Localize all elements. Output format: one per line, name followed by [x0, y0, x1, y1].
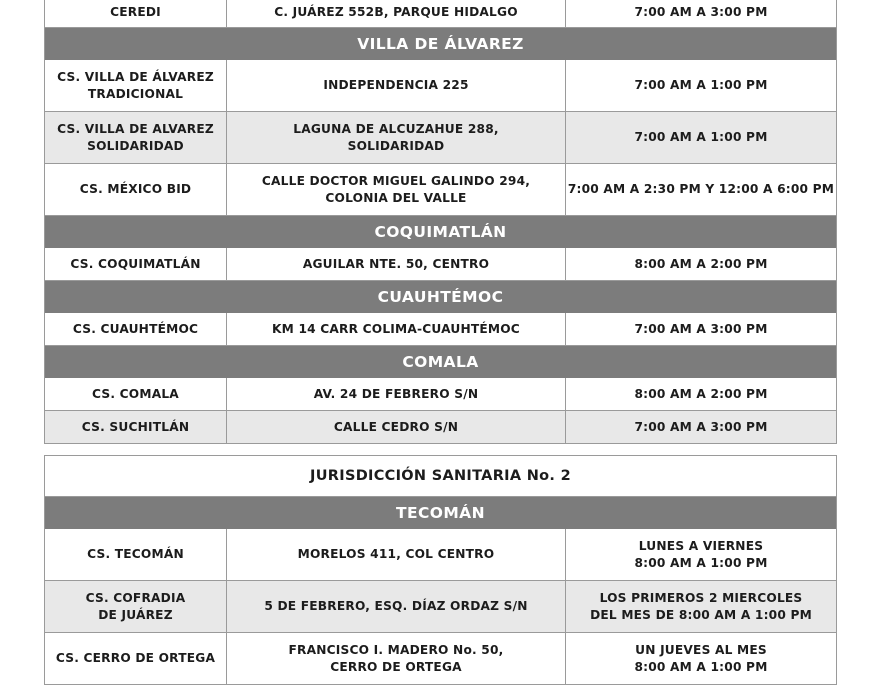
schedule-cell: 7:00 AM A 3:00 PM — [634, 321, 768, 336]
schedule-cell: 7:00 AM A 3:00 PM — [634, 5, 768, 19]
address-cell: KM 14 CARR COLIMA-CUAUHTÉMOC — [227, 313, 566, 345]
schedule-cell: 8:00 AM A 2:00 PM — [634, 256, 768, 271]
address-cell: INDEPENDENCIA 225 — [227, 60, 566, 111]
address-cell: CALLE CEDRO S/N — [227, 411, 566, 443]
section-header-tecoman: TECOMÁN — [45, 497, 836, 529]
schedule-cell: LUNES A VIERNES 8:00 AM A 1:00 PM — [634, 538, 768, 570]
schedule-table-jurisdiction-1 — [44, 0, 837, 444]
section-header-cuauhtemoc: CUAUHTÉMOC — [45, 281, 836, 313]
section-header-villa-de-alvarez: VILLA DE ÁLVAREZ — [45, 28, 836, 60]
address-cell: C. JUÁREZ 552B, PARQUE HIDALGO — [227, 0, 566, 27]
table-row — [45, 60, 836, 112]
health-center-name: CS. VILLA DE ÁLVAREZ TRADICIONAL — [45, 60, 227, 111]
address-cell: AV. 24 DE FEBRERO S/N — [227, 378, 566, 410]
health-center-name: CS. TECOMÁN — [45, 529, 227, 580]
health-center-name: CS. COQUIMATLÁN — [45, 248, 227, 280]
health-center-name: CS. MÉXICO BID — [45, 164, 227, 215]
schedule-cell: 8:00 AM A 2:00 PM — [634, 386, 768, 401]
table-row — [45, 529, 836, 581]
address-cell: 5 DE FEBRERO, ESQ. DÍAZ ORDAZ S/N — [227, 581, 566, 632]
address-cell: FRANCISCO I. MADERO No. 50, CERRO DE ORTEGA — [227, 633, 566, 684]
health-center-name: CS. COMALA — [45, 378, 227, 410]
schedule-cell: 7:00 AM A 1:00 PM — [634, 78, 768, 92]
jurisdiction-title: JURISDICCIÓN SANITARIA No. 2 — [45, 456, 836, 497]
table-row — [45, 164, 836, 216]
health-center-name: CS. COFRADIA DE JUÁREZ — [45, 581, 227, 632]
schedule-cell: UN JUEVES AL MES 8:00 AM A 1:00 PM — [634, 642, 768, 674]
table-row — [45, 112, 836, 164]
address-cell: AGUILAR NTE. 50, CENTRO — [227, 248, 566, 280]
schedule-cell: 7:00 AM A 2:30 PM Y 12:00 A 6:00 PM — [567, 182, 835, 196]
health-center-name: CS. CUAUHTÉMOC — [45, 313, 227, 345]
table-row — [45, 581, 836, 633]
address-cell: MORELOS 411, COL CENTRO — [227, 529, 566, 580]
table-row — [45, 378, 836, 411]
schedule-table-jurisdiction-2 — [44, 455, 837, 685]
schedule-cell: 7:00 AM A 3:00 PM — [634, 419, 768, 434]
health-center-name: CS. SUCHITLÁN — [45, 411, 227, 443]
health-center-name: CS. VILLA DE ALVAREZ SOLIDARIDAD — [45, 112, 227, 163]
table-row — [45, 633, 836, 685]
section-header-coquimatlan: COQUIMATLÁN — [45, 216, 836, 248]
table-row — [45, 0, 836, 28]
table-row — [45, 248, 836, 281]
schedule-cell: 7:00 AM A 1:00 PM — [634, 130, 768, 144]
health-center-name: CEREDI — [45, 0, 227, 27]
table-row — [45, 313, 836, 346]
health-center-name: CS. CERRO DE ORTEGA — [45, 633, 227, 684]
table-row — [45, 411, 836, 444]
address-cell: LAGUNA DE ALCUZAHUE 288, SOLIDARIDAD — [227, 112, 566, 163]
address-cell: CALLE DOCTOR MIGUEL GALINDO 294, COLONIA DEL VALLE — [227, 164, 566, 215]
section-header-comala: COMALA — [45, 346, 836, 378]
schedule-cell: LOS PRIMEROS 2 MIERCOLES DEL MES DE 8:00 AM A 1:00 PM — [590, 590, 812, 622]
